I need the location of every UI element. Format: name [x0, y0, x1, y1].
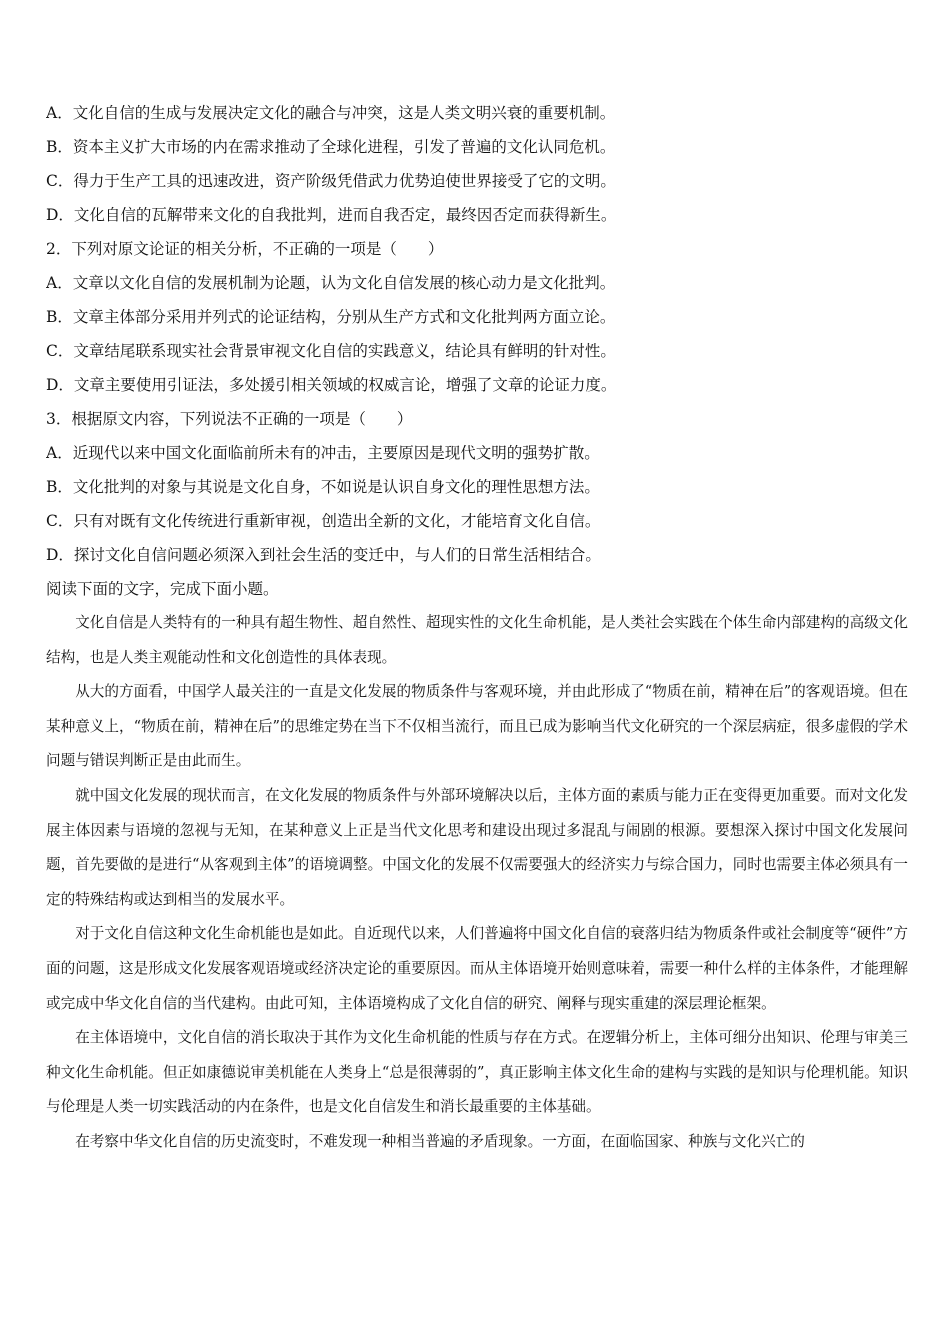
q2-option-a: A．文章以文化自信的发展机制为论题，认为文化自信发展的核心动力是文化批判。: [46, 274, 616, 292]
q3-stem: 3．根据原文内容，下列说法不正确的一项是（ ）: [46, 410, 413, 428]
passage-paragraph: 在主体语境中，文化自信的消长取决于其作为文化生命机能的性质与存在方式。在逻辑分析上，主体可细分出知识、伦理与审美三种文化生命机能。但正如康德说审美机能在人类身上“总是很薄弱的”，真正影响主体文化生命的建构与实践的是知识与伦理机能。知识与伦理是人类一切实践活动的内在条件，也是文化自信发生和消长最重要的主体基础。: [46, 1029, 908, 1116]
q2-option-d: D．文章主要使用引证法，多处援引相关领域的权威言论，增强了文章的论证力度。: [46, 376, 617, 394]
q1-option-c: C．得力于生产工具的迅速改进，资产阶级凭借武力优势迫使世界接受了它的文明。: [46, 172, 616, 190]
q2-option-c: C．文章结尾联系现实社会背景审视文化自信的实践意义，结论具有鲜明的针对性。: [46, 342, 616, 360]
question-1-options: [46, 96, 908, 232]
passage-paragraph: 从大的方面看，中国学人最关注的一直是文化发展的物质条件与客观环境，并由此形成了“物质在前，精神在后”的客观语境。但在某种意义上，“物质在前，精神在后”的思维定势在当下不仅相当流行，而且已成为影响当代文化研究的一个深层病症，很多虚假的学术问题与错误判断正是由此而生。: [46, 683, 908, 770]
reading-instruction: 阅读下面的文字，完成下面小题。: [46, 580, 279, 598]
q1-option-d: D．文化自信的瓦解带来文化的自我批判，进而自我否定，最终因否定而获得新生。: [46, 206, 617, 224]
reading-passage: [46, 606, 908, 1160]
passage-paragraph: 文化自信是人类特有的一种具有超生物性、超自然性、超现实性的文化生命机能，是人类社会实践在个体生命内部建构的高级文化结构，也是人类主观能动性和文化创造性的具体表现。: [46, 614, 908, 666]
exam-page: [46, 96, 908, 1160]
q1-option-a: A．文化自信的生成与发展决定文化的融合与冲突，这是人类文明兴衰的重要机制。: [46, 104, 616, 122]
q1-option-b: B．资本主义扩大市场的内在需求推动了全球化进程，引发了普遍的文化认同危机。: [46, 138, 616, 156]
q2-option-b: B．文章主体部分采用并列式的论证结构，分别从生产方式和文化批判两方面立论。: [46, 308, 616, 326]
q3-option-d: D．探讨文化自信问题必须深入到社会生活的变迁中，与人们的日常生活相结合。: [46, 546, 601, 564]
q3-option-a: A．近现代以来中国文化面临前所未有的冲击，主要原因是现代文明的强势扩散。: [46, 444, 600, 462]
passage-paragraph: 在考察中华文化自信的历史流变时，不难发现一种相当普遍的矛盾现象。一方面，在面临国家、种族与文化兴亡的: [75, 1132, 805, 1150]
passage-paragraph: 就中国文化发展的现状而言，在文化发展的物质条件与外部环境解决以后，主体方面的素质与能力正在变得更加重要。而对文化发展主体因素与语境的忽视与无知，在某种意义上正是当代文化思考和建设出现过多混乱与闹剧的根源。要想深入探讨中国文化发展问题，首先要做的是进行“从客观到主体”的语境调整。中国文化的发展不仅需要强大的经济实力与综合国力，同时也需要主体必须具有一定的特殊结构或达到相当的发展水平。: [46, 786, 908, 908]
q3-option-b: B．文化批判的对象与其说是文化自身，不如说是认识自身文化的理性思想方法。: [46, 478, 600, 496]
question-3: [46, 402, 908, 572]
passage-paragraph: 对于文化自信这种文化生命机能也是如此。自近现代以来，人们普遍将中国文化自信的衰落归结为物质条件或社会制度等“硬件”方面的问题，这是形成文化发展客观语境或经济决定论的重要原因。而从主体语境开始则意味着，需要一种什么样的主体条件，才能理解或完成中华文化自信的当代建构。由此可知，主体语境构成了文化自信的研究、阐释与现实重建的深层理论框架。: [46, 925, 908, 1012]
q3-option-c: C．只有对既有文化传统进行重新审视，创造出全新的文化，才能培育文化自信。: [46, 512, 601, 530]
question-2: [46, 232, 908, 402]
q2-stem: 2．下列对原文论证的相关分析，不正确的一项是（ ）: [46, 240, 444, 258]
